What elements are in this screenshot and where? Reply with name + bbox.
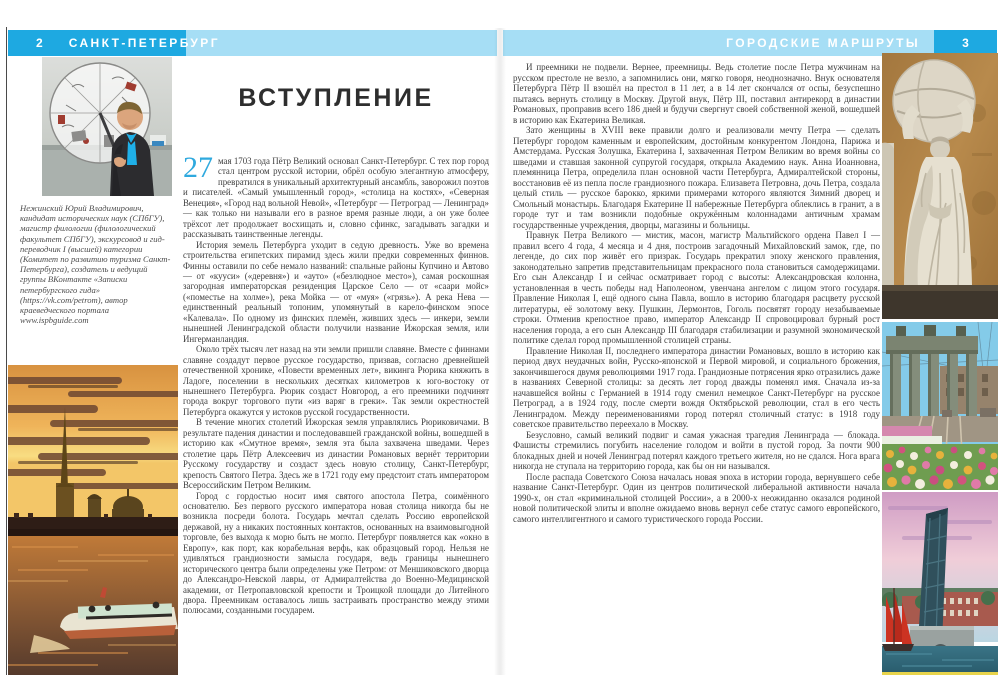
left-text-column: [183, 151, 489, 616]
author-photo: [42, 57, 172, 196]
neva-sunset-illustration: [8, 365, 178, 675]
page-title: ВСТУПЛЕНИЕ: [238, 84, 434, 112]
header-box-left: [8, 30, 220, 56]
statue-illustration: [882, 53, 998, 319]
drawbridge-photo: [882, 492, 998, 672]
author-bio: Нежинский Юрий Владимирович, кандидат исторических наук (СПбГУ), магистр филологии (филологический факультет СПбГУ), экскурсовод и гид-переводчик I (высшей) категории (Комитет по развитию туризма Санкт-Петербурга), создатель и ведущий группы ВКонтакте «Записки петербургского гида» (https://vk.com/petrom), автор краеведческого портала www.ispbguide.com: [20, 203, 171, 326]
paragraph-text: мая 1703 года Пётр Великий основал Санкт-Петербург. С тех пор город стал центром русской истории, обрёл особую элегантную атмосферу, превратился в уникальный архитектурный ансамбль, заворожил поэтов и писателей. «Самый умышленный город», «столица на костях», «Северная Венеция», «Город над вольной Невой», «Петербург — Петроград — Ленинград» — как только ни называли его в разное время разные люди, а он уже более трёхсот лет продолжает восхищать и, словно сфинкс, загадывать загадки и рассказывать таинственные легенды.: [183, 156, 489, 240]
paragraph: Около трёх тысяч лет назад на эти земли пришли славяне. Вместе с финнами славяне создадут первое русское государство, призвав, согласно древнейшей отечественной хронике, «Повести временных лет», викинга Рюрика княжить в Ладоге, поселении в нескольких десятках километров к юго-востоку от нынешнего Петербурга. Рюрик создаст Новгород, а его преемники подчинят города вокруг торгового пути «из варяг в греки». Так земли окрестностей Петербурга окажутся у истоков русской государственности.: [183, 344, 489, 417]
paragraph: В течение многих столетий Ижорская земля управлялись Рюриковичами. В результате падения династии и последовавшей гражданской войны, вошедшей в историю как «Смутное время», земля эта была захвачена шведами. Через столетие царь Пётр Алексеевич из династии Романовых вернёт территории Русскому государству и создаст здесь новую столицу, Санкт-Петербург, крепость Святого Петра. Здесь же в 1721 году ему предстоит стать императором Всероссийским Петром Великим.: [183, 417, 489, 491]
statue-photo: [882, 53, 998, 319]
triumphal-gates-photo: [882, 322, 998, 490]
gates-illustration: [882, 322, 998, 490]
header-strip-right: [503, 30, 934, 56]
paragraph: Город с гордостью носит имя святого апостола Петра, соимённого основателю. Без первого русского императора новая столица никогда бы не возникла посреди болота. Государь мечтал сделать Россию европейской державой, ну а никаких постоянных контактов, основанных на взаимовыгодной торговле, без выхода к морю быть не могло. Петербург появляется как «окно в Европу», как порт, как корабельная верфь, как образцовый город. Нельзя не удивляться грандиозности замысла государя, ведь границы нынешнего исторического центра были определены уже Петром: от Меншиковского дворца до Александро-Невской лавры, от Адмиралтейства до Военно-Медицинской академии, от Петропавловской крепости и Троицкой площади до Литейного двора. Преемникам оставалось лишь застраивать пространство между этими полюсами, созданными государем.: [183, 490, 489, 616]
page-number-left: 2: [36, 36, 43, 50]
header-title-right: ГОРОДСКИЕ МАРШРУТЫ: [726, 36, 920, 50]
paragraph: После распада Советского Союза началась новая эпоха в истории города, вернувшего себе название Санкт-Петербург. Один из центров политической либеральной активности начала 1990-х, он стал «криминальной столицей России», а в 2000-х неожиданно оказался родиной новой политической элиты и вполне ожидаемо вновь вернул себе статус самого европейского, самого интеллигентного и самого туристического города России.: [513, 471, 880, 524]
book-edge-line: [6, 27, 7, 675]
page-number-right: 3: [962, 36, 969, 50]
paragraph: Безусловно, самый великий подвиг и самая ужасная трагедия Ленинграда — блокада. Фашисты стремились погубить население голодом и войти в пустой город. За почти 900 блокадных дней и ночей Ленинград потерял каждого третьего жителя, но не сдался. Нога врага никогда не ступала на территорию города, как бы он ни назывался.: [513, 429, 880, 471]
author-photo-illustration: [42, 57, 172, 196]
paragraph: История земель Петербурга уходит в седую древность. Уже во времена строительства египетских пирамид здесь жили предки современных финнов. Финны оставили по себе немало названий: спальные районы Купчино и Автово — от «кууси» («деревня») и «ауто» («безлюдное место»), самая роскошная загородная императорская резиденция Царское Село — от «саари мойс» («поместье на холме»), река Мойка — от «муя» («грязь»). А река Нева — единственный реальный топоним, упомянутый в карело-финском эпосе «Калевала». По одному из финских племён, живших здесь — инкери, земли нынешней Ленинградской области получили название Ижорская земля, или Ингерманландия.: [183, 239, 489, 344]
paragraph: Зато женщины в XVIII веке правили долго и реализовали мечту Петра — сделать Петербург городом каменным и европейским, достойным конкурентом Лондона, Парижа и Амстердама. Русская Золушка, Екатерина I, захваченная Петром Великим во время войны со шведами и ставшая законной супругой государя, открыла Академию наук. Анна Иоанновна, племянница Петра, определила план основной части Петербурга, Адмиралтейской стороны, восстановив её из пепла после грандиозного пожара. Елизавета Петровна, дочь Петра, создала целый стиль — русское барокко, яркими примерами которого являются Зимний дворец и Смольный монастырь. Благодаря Екатерине II набережные Петербурга облеклись в гранит, а в городе тут и там возникли подобные окружённым колоннадами античным храмам государственные учреждения, дворцы, магазины и больницы.: [513, 125, 880, 230]
paragraph: Правнук Петра Великого — мистик, масон, магистр Мальтийского ордена Павел I — правил всего 4 года, 4 месяца и 4 дня, построив загадочный Михайловский замок, где, по легенде, до сих пор живёт его призрак. Государь прекратил эпоху женского правления, законодательно запретив представительницам прекрасного пола становиться самодержицами. Его сын Александр I и сейчас осматривает город с высоты: Александровская колонна, установленная в честь победы над Наполеоном, увенчана ангелом с лицом этого государя. Правление Николая I, ещё одного сына Павла, вошло в историю благодаря расцвету русской литературы, её золотому веку. Пушкин, Лермонтов, Гоголь посвятят городу незабываемые строки. Отменив крепостное право, император Александр II спровоцировал бурный рост населения города, а его сын Александр III благодаря стабилизации и разумной экономической политике сделал город промышленной столицей страны.: [513, 230, 880, 345]
right-text-column: [513, 62, 880, 524]
page-gutter: [494, 28, 506, 675]
drawbridge-illustration: [882, 492, 998, 672]
dropcap-number: 27: [183, 151, 213, 184]
paragraph: [183, 151, 489, 240]
neva-sunset-photo: [8, 365, 178, 675]
paragraph: И преемники не подвели. Вернее, преемницы. Ведь столетие после Петра мужчинам на русском престоле не везло, а запомнились они, мягко говоря, неоднозначно. Внук основателя Петербурга Пётр II взошёл на престол в 11 лет, а в 14 лет скончался от оспы, безуспешно пытаясь вернуть столицу в Москву. Другой внук, Пётр III, поставил антирекорд в династии Романовых, проправив всего 186 дней и будучи свергнут своей собственной женой, вошедшей в историю как Екатерина Великая.: [513, 62, 880, 125]
paragraph: Правление Николая II, последнего императора династии Романовых, вошло в историю как период двух неудачных войн, Русско-японской и Первой мировой, и социального брожения, закончившегося двумя революциями 1917 года. Грандиозные потрясения ярко отразились даже в названиях Северной столицы: за десять лет город дважды поменял имя. Сначала из-за начавшейся войны с Германией в 1914 году сменил немецкое Санкт-Петербург на русское Петроград, а в 1924 году, после смерти вождя Октябрьской революции, стал в его честь Ленинградом. Между переименованиями город потерял столичный статус: в 1918 году советское правительство переехало в Москву.: [513, 345, 880, 429]
header-title-left: САНКТ-ПЕТЕРБУРГ: [68, 36, 220, 50]
